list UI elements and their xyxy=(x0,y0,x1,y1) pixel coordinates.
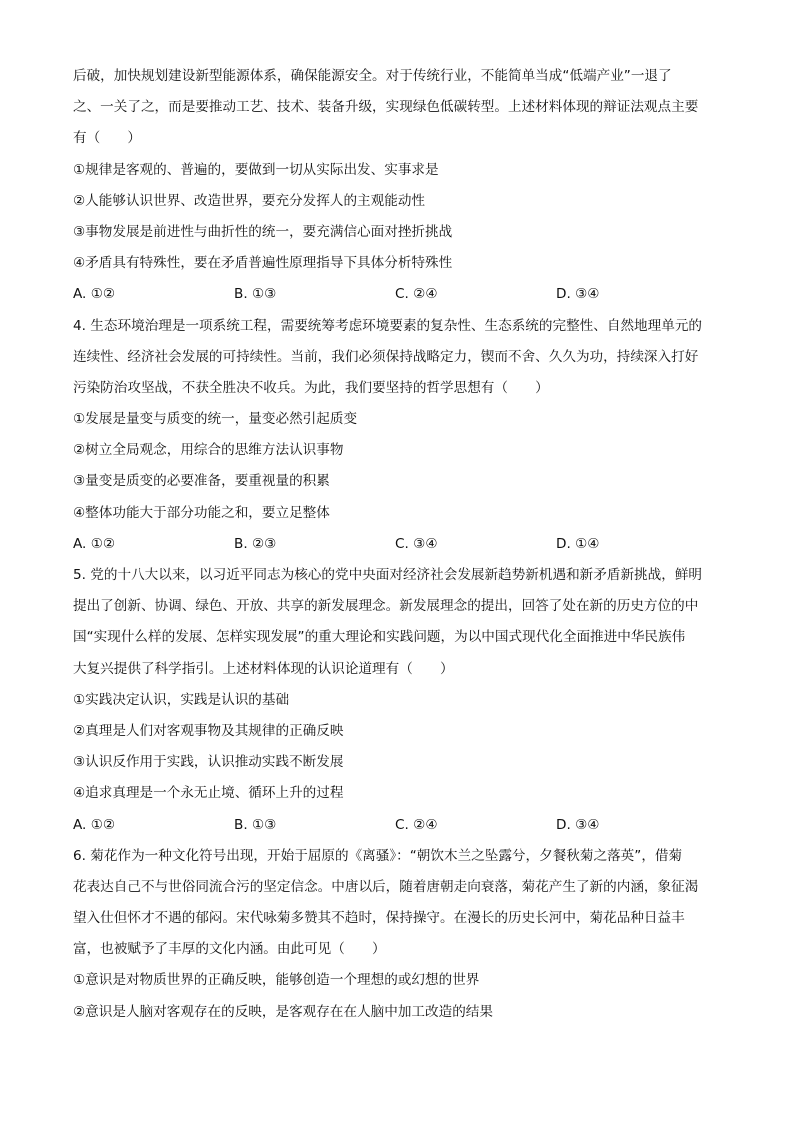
statement-4: ④矛盾具有特殊性，要在矛盾普遍性原理指导下具体分析特殊性 xyxy=(73,255,453,272)
statement-1: ①意识是对物质世界的正确反映，能够创造一个理想的或幻想的世界 xyxy=(73,972,480,989)
question-stem-line: 5. 党的十八大以来，以习近平同志为核心的党中央面对经济社会发展新趋势新机遇和新矛盾新挑战，鲜明 xyxy=(73,567,703,583)
statement-3: ③事物发展是前进性与曲折性的统一，要充满信心面对挫折挑战 xyxy=(73,223,453,240)
question-stem-line: 后破，加快规划建设新型能源体系，确保能源安全。对于传统行业，不能简单当成“低端产业”一退了 xyxy=(73,68,672,84)
statement-2: ②树立全局观念，用综合的思维方法认识事物 xyxy=(73,442,344,459)
option-b: B. ①③ xyxy=(234,286,277,303)
option-c: C. ②④ xyxy=(395,816,438,833)
question-stem-line: 提出了创新、协调、绿色、开放、共享的新发展理念。新发展理念的提出，回答了处在新的历史方位的中 xyxy=(73,598,699,615)
statement-1: ①发展是量变与质变的统一，量变必然引起质变 xyxy=(73,411,358,428)
question-4 xyxy=(73,311,723,561)
statement-2: ②意识是人脑对客观存在的反映，是客观存在在人脑中加工改造的结果 xyxy=(73,1003,493,1020)
question-stem-line: 大复兴提供了科学指引。上述材料体现的认识论道理有（ ） xyxy=(73,660,454,677)
answer-options xyxy=(73,279,723,310)
option-c: C. ③④ xyxy=(395,535,438,552)
option-a: A. ①② xyxy=(73,816,116,833)
question-stem-line: 有（ ） xyxy=(73,130,141,147)
statement-3: ③量变是质变的必要准备，要重视量的积累 xyxy=(73,473,330,490)
statement-4: ④整体功能大于部分功能之和，要立足整体 xyxy=(73,504,330,521)
page-content xyxy=(73,61,723,1028)
statement-3: ③认识反作用于实践，认识推动实践不断发展 xyxy=(73,754,344,771)
answer-options xyxy=(73,529,723,560)
option-c: C. ②④ xyxy=(395,286,438,303)
statement-2: ②真理是人们对客观事物及其规律的正确反映 xyxy=(73,722,344,739)
question-stem-line: 望入仕但怀才不遇的郁闷。宋代咏菊多赞其不趋时，保持操守。在漫长的历史长河中，菊花品种日益丰 xyxy=(73,910,685,927)
question-5 xyxy=(73,560,723,841)
option-d: D. ③④ xyxy=(556,286,600,303)
option-d: D. ①④ xyxy=(556,535,600,552)
question-3 xyxy=(73,61,723,311)
option-b: B. ①③ xyxy=(234,816,277,833)
question-6 xyxy=(73,841,723,1028)
question-stem-line: 污染防治攻坚战，不获全胜决不收兵。为此，我们要坚持的哲学思想有（ ） xyxy=(73,379,549,396)
statement-1: ①规律是客观的、普遍的，要做到一切从实际出发、实事求是 xyxy=(73,161,439,178)
answer-options xyxy=(73,810,723,841)
option-b: B. ②③ xyxy=(234,535,277,552)
option-a: A. ①② xyxy=(73,286,116,303)
statement-4: ④追求真理是一个永无止境、循环上升的过程 xyxy=(73,785,344,802)
option-d: D. ③④ xyxy=(556,816,600,833)
question-stem-line: 连续性、经济社会发展的可持续性。当前，我们必须保持战略定力，锲而不舍、久久为功，持续深入打好 xyxy=(73,348,699,365)
question-stem-line: 国“实现什么样的发展、怎样实现发展”的重大理论和实践问题，为以中国式现代化全面推进中华民族伟 xyxy=(73,629,686,646)
question-stem-line: 4. 生态环境治理是一项系统工程，需要统筹考虑环境要素的复杂性、生态系统的完整性、自然地理单元的 xyxy=(73,317,703,334)
question-stem-line: 之、一关了之，而是要推动工艺、技术、装备升级，实现绿色低碳转型。上述材料体现的辩证法观点主要 xyxy=(73,99,699,116)
question-stem-line: 富，也被赋予了丰厚的文化内涵。由此可见（ ） xyxy=(73,941,386,958)
statement-1: ①实践决定认识，实践是认识的基础 xyxy=(73,691,290,708)
question-stem-line: 6. 菊花作为一种文化符号出现，开始于屈原的《离骚》：“朝饮木兰之坠露兮，夕餐秋菊之落英”，借菊 xyxy=(73,847,683,864)
question-stem-line: 花表达自己不与世俗同流合污的坚定信念。中唐以后，随着唐朝走向衰落，菊花产生了新的内涵，象征渴 xyxy=(73,878,699,895)
option-a: A. ①② xyxy=(73,535,116,552)
statement-2: ②人能够认识世界、改造世界，要充分发挥人的主观能动性 xyxy=(73,192,426,209)
